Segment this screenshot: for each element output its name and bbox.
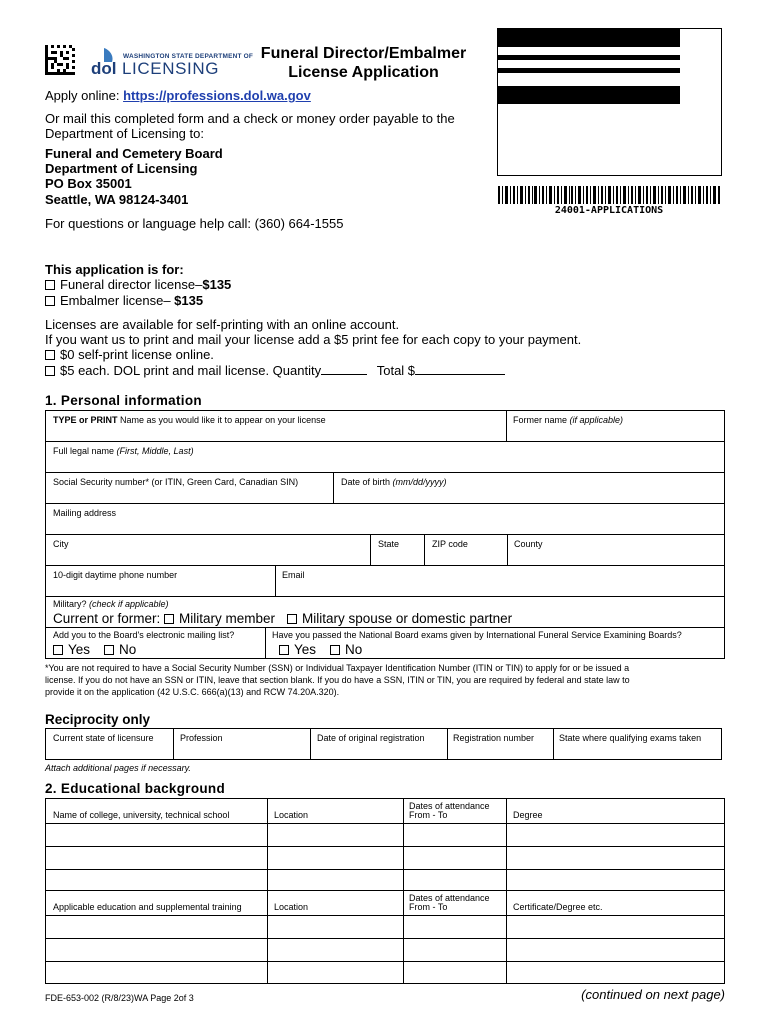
mailing-address-line: Funeral and Cemetery Board [45, 146, 223, 161]
print-info-line: Licenses are available for self-printing with an online account. [45, 317, 400, 332]
ssn-dob-row[interactable] [45, 472, 725, 504]
quantity-field[interactable] [321, 364, 367, 375]
mailing-list-no-checkbox[interactable] [104, 645, 114, 655]
education-table[interactable]: Name of college, university, technical school Location Dates of attendance From - To Degree [45, 798, 725, 891]
form-title-line-1: Funeral Director/Embalmer [260, 45, 467, 62]
mailing-address-line: Seattle, WA 98124-3401 [45, 192, 189, 207]
barcode-bar [498, 68, 680, 73]
self-print-option[interactable]: $0 self-print license online. [45, 347, 214, 362]
attach-note: Attach additional pages if necessary. [45, 763, 191, 773]
section-1-title: 1. Personal information [45, 393, 202, 408]
state-label: State [378, 539, 400, 549]
mailing-list-yes-checkbox[interactable] [53, 645, 63, 655]
mailing-list-exam-row: Add you to the Board's electronic mailing list? Yes No Have you passed the National Board exams given by International Funeral Service Examining Boards? Yes No [45, 627, 725, 659]
license-name-field[interactable]: TYPE or PRINT Name as you would like it to appear on your license Former name (if applicable) [45, 410, 725, 442]
form-number: FDE-653-002 (R/8/23)WA Page 2of 3 [45, 993, 194, 1003]
barcode-bar [498, 29, 680, 47]
print-info-line: If you want us to print and mail your license add a $5 print fee for each copy to your payment. [45, 332, 582, 347]
ssn-footnote: license. If you do not have an SSN or ITIN, leave that section blank. If you do have a SSN, ITIN or TIN, you are required by federal and state law to [45, 675, 630, 685]
national-board-question: Have you passed the National Board exams given by International Funeral Service Examining Boards? [272, 630, 682, 640]
military-member-checkbox[interactable] [164, 614, 174, 624]
funeral-director-checkbox[interactable] [45, 280, 55, 290]
ssn-footnote: *You are not required to have a Social Security Number (SSN) or Individual Taxpayer Identification Number (ITIN or TIN) to apply for or be issued a [45, 663, 630, 673]
total-field[interactable] [415, 364, 505, 375]
apply-online-line [45, 88, 311, 103]
national-board-no-checkbox[interactable] [330, 645, 340, 655]
reciprocity-table[interactable]: Current state of licensure Profession Date of original registration Registration number State where qualifying exams taken [45, 728, 722, 760]
mailing-address-field[interactable]: Mailing address [45, 503, 725, 535]
self-print-checkbox[interactable] [45, 350, 55, 360]
training-table[interactable]: Applicable education and supplemental training Location Dates of attendance From - To Certificate/Degree etc. [45, 890, 725, 984]
funeral-director-option[interactable]: Funeral director license–$135 [45, 277, 231, 292]
phone-label: 10-digit daytime phone number [53, 570, 178, 580]
mail-instruction: Department of Licensing to: [45, 126, 204, 141]
email-label: Email [282, 570, 305, 580]
continued-note: (continued on next page) [581, 987, 725, 1002]
form-title-line-2: License Application [288, 64, 439, 81]
reciprocity-title: Reciprocity only [45, 712, 151, 727]
dob-label: Date of birth (mm/dd/yyyy) [341, 477, 447, 487]
apply-online-link[interactable]: https://professions.dol.wa.gov [123, 88, 311, 103]
barcode-bar [498, 86, 680, 104]
military-spouse-checkbox[interactable] [287, 614, 297, 624]
section-2-title: 2. Educational background [45, 781, 226, 796]
ssn-label: Social Security number* (or ITIN, Green Card, Canadian SIN) [53, 477, 299, 487]
national-board-yes-checkbox[interactable] [279, 645, 289, 655]
former-name-label: Former name (if applicable) [513, 415, 624, 425]
zip-label: ZIP code [432, 539, 468, 549]
ssn-footnote: provide it on the application (42 U.S.C. 666(a)(13) and RCW 74.20A.320). [45, 687, 340, 697]
dol-logo-icon [90, 46, 120, 76]
military-row: Military? (check if applicable) Current or former: Military member Military spouse or domestic partner [45, 596, 725, 628]
city-label: City [53, 539, 69, 549]
barcode-code: 24001-APPLICATIONS [554, 205, 664, 216]
mailing-list-question: Add you to the Board's electronic mailing list? [53, 630, 235, 640]
embalmer-checkbox[interactable] [45, 296, 55, 306]
svg-text:dol: dol [91, 59, 117, 76]
apply-online-label: Apply online: [45, 88, 124, 103]
print-mail-checkbox[interactable] [45, 366, 55, 376]
barcode-bar [498, 55, 680, 60]
mailing-address-line: PO Box 35001 [45, 176, 132, 191]
application-for-heading: This application is for: [45, 262, 184, 277]
qr-code-icon [45, 45, 75, 75]
full-legal-name-field[interactable]: Full legal name (First, Middle, Last) [45, 441, 725, 473]
mail-instruction: Or mail this completed form and a check or money order payable to the [45, 111, 455, 126]
mailing-address-line: Department of Licensing [45, 161, 198, 176]
questions-line: For questions or language help call: (360) 664-1555 [45, 216, 344, 231]
embalmer-option[interactable]: Embalmer license– $135 [45, 293, 203, 308]
agency-name: LICENSING [122, 59, 220, 78]
print-mail-option[interactable]: $5 each. DOL print and mail license. Quantity Total $ [45, 363, 505, 378]
county-label: County [514, 539, 543, 549]
agency-name-small: WASHINGTON STATE DEPARTMENT OF [123, 53, 254, 60]
barcode-icon [498, 186, 720, 204]
phone-email-row[interactable] [45, 565, 725, 597]
city-state-zip-row[interactable] [45, 534, 725, 566]
